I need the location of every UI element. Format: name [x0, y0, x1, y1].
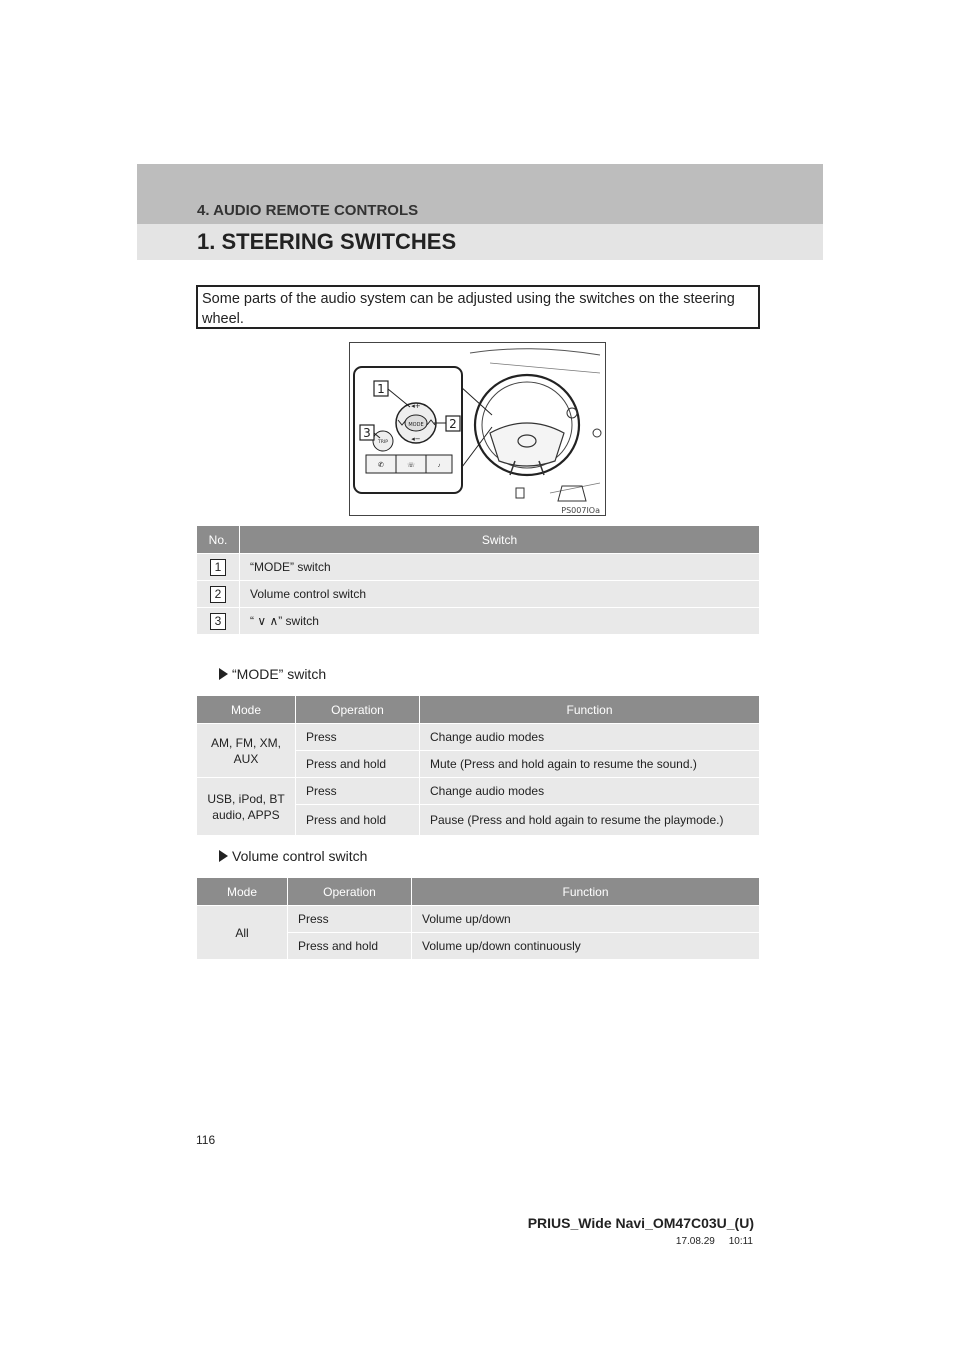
function-cell: Change audio modes	[420, 778, 760, 805]
function-cell: Pause (Press and hold again to resume the playmode.)	[420, 805, 760, 836]
volume-switch-heading	[219, 848, 367, 864]
operation-cell: Press and hold	[288, 933, 412, 960]
header-function: Function	[412, 878, 760, 906]
table-row	[197, 778, 760, 805]
mode-switch-table	[196, 695, 760, 836]
triangle-bullet-icon	[219, 668, 228, 680]
switch-table	[196, 525, 760, 635]
volume-switch-table	[196, 877, 760, 960]
header-operation: Operation	[288, 878, 412, 906]
operation-cell: Press and hold	[296, 805, 420, 836]
switch-name: “ ∨ ∧” switch	[240, 608, 760, 635]
switch-name: “MODE” switch	[240, 554, 760, 581]
row-number: 3	[210, 613, 226, 630]
callout-2: 2	[449, 417, 457, 431]
timestamp: 17.08.29 10:11	[675, 1236, 753, 1247]
steering-wheel-illustration	[349, 342, 606, 516]
operation-cell: Press	[296, 724, 420, 751]
table-row	[197, 906, 760, 933]
mode-cell: AM, FM, XM, AUX	[197, 724, 296, 778]
svg-text:☏: ☏	[407, 463, 415, 469]
header-function: Function	[420, 696, 760, 724]
page-number: 116	[196, 1133, 216, 1147]
function-cell: Volume up/down continuously	[412, 933, 760, 960]
operation-cell: Press and hold	[296, 751, 420, 778]
table-row	[197, 724, 760, 751]
table-row	[197, 608, 760, 635]
volume-switch-heading-text: Volume control switch	[232, 848, 368, 864]
document-code: PRIUS_Wide Navi_OM47C03U_(U)	[527, 1215, 754, 1231]
table-row	[197, 581, 760, 608]
mode-switch-heading	[219, 666, 326, 682]
row-number: 2	[210, 586, 226, 603]
switch-name: Volume control switch	[240, 581, 760, 608]
header-mode: Mode	[197, 878, 288, 906]
svg-text:◂+: ◂+	[411, 402, 421, 410]
section-label: 4. AUDIO REMOTE CONTROLS	[197, 202, 419, 219]
svg-text:♪: ♪	[437, 463, 441, 469]
triangle-bullet-icon	[219, 850, 228, 862]
header-operation: Operation	[296, 696, 420, 724]
header-no: No.	[197, 526, 240, 554]
callout-3: 3	[363, 426, 371, 440]
function-cell: Change audio modes	[420, 724, 760, 751]
mode-cell: All	[197, 906, 288, 960]
header-switch: Switch	[240, 526, 760, 554]
header-mode: Mode	[197, 696, 296, 724]
mode-switch-heading-text: “MODE” switch	[232, 666, 327, 682]
table-row	[197, 554, 760, 581]
operation-cell: Press	[288, 906, 412, 933]
svg-text:✆: ✆	[378, 462, 384, 469]
svg-text:◂−: ◂−	[411, 435, 421, 443]
intro-box: Some parts of the audio system can be adjusted using the switches on the steering wheel.	[196, 285, 760, 329]
row-number: 1	[210, 559, 226, 576]
operation-cell: Press	[296, 778, 420, 805]
trip-button-label: TRIP	[378, 440, 388, 445]
callout-1: 1	[377, 382, 385, 396]
function-cell: Mute (Press and hold again to resume the sound.)	[420, 751, 760, 778]
mode-cell: USB, iPod, BT audio, APPS	[197, 778, 296, 836]
page-title: 1. STEERING SWITCHES	[197, 229, 457, 254]
function-cell: Volume up/down	[412, 906, 760, 933]
mode-button-label: MODE	[408, 422, 424, 428]
illustration-code: PS007IOa	[561, 506, 600, 515]
